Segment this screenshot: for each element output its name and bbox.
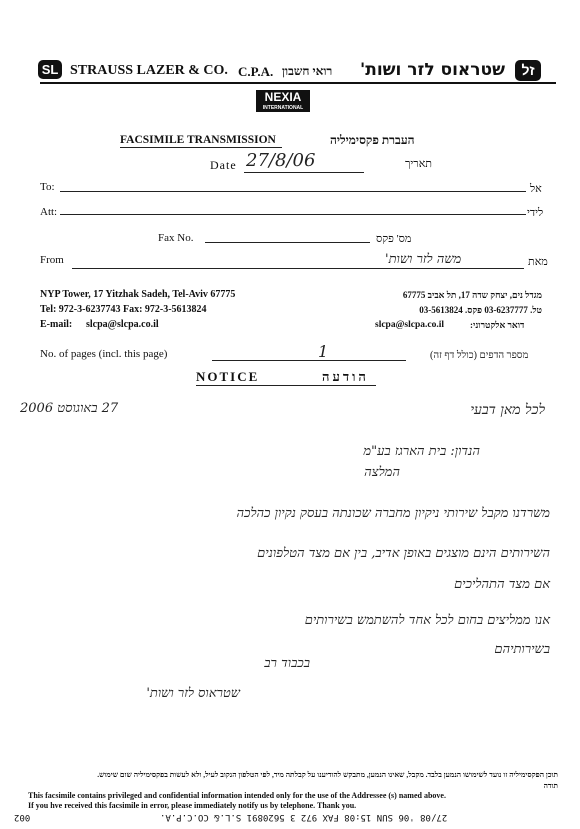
title-en: FACSIMILE TRANSMISSION <box>120 134 276 146</box>
firm-logo-left: SL <box>38 60 62 79</box>
footer-disclaimer-en-2: If you hve received this facsimile in error, please immediately notify us by telephone. Thank you. <box>28 801 357 810</box>
msg-subject2: המלצה <box>364 465 400 480</box>
msg-date-line: 27 באוגוסט 2006 <box>20 401 119 416</box>
address-he-line1: מגדל נים, יצחק שדה 17, תל אביב 67775 <box>402 290 542 300</box>
footer-disclaimer-en-1: This facsimile contains privileged and confidential information intended only for the use of the Addressee (s) named above. <box>28 791 446 800</box>
footer-thanks-he: תודה <box>543 781 558 790</box>
date-line <box>244 172 364 173</box>
msg-line2: השירותים הינם מוצגים באופן אדיב, בין אם מצד הטלפונים <box>257 546 550 561</box>
title-underline <box>120 147 282 148</box>
notice-en: NOTICE <box>196 369 260 384</box>
att-label: Att: <box>40 206 58 218</box>
to-label: To: <box>40 181 55 193</box>
notice-underline <box>196 385 376 386</box>
msg-line1: משרדנו מקבל שירותי ניקיון מחברה שכונתה בעסק נקיון כהלכה <box>236 506 550 521</box>
date-value: 27/8/06 <box>246 150 316 171</box>
nexia-logo-sub: INTERNATIONAL <box>262 105 304 111</box>
att-line[interactable] <box>60 214 526 215</box>
pages-value: 1 <box>318 342 329 361</box>
footer-disclaimer-he: תוכן הפקסימיליה זו נועד לשימושו הנמען בלבד. מקבל, שאינו הנמען, מתבקש להודיענו על קבלתה מיד, לפי הטלפון הנקוב לעיל, ולא לעשות בפקסימיליה שום שימוש. <box>97 770 558 779</box>
email-he: slcpa@slcpa.co.il <box>375 320 445 330</box>
fax-transmission-header: 27/08 '06 SUN 15:08 FAX 972 3 5620891 S.L.& CO.C.P.A. <box>160 812 448 822</box>
email-label-en: E-mail: <box>40 319 73 330</box>
address-he-line2: טל. 03-6237777 פקס. 03-5613824 <box>419 305 542 315</box>
msg-subject: הנדון: בית הארגז בע"מ <box>363 444 480 459</box>
date-label-he: תאריך <box>405 158 433 170</box>
msg-signature: שטראוס לזר ושות' <box>146 686 240 701</box>
fax-label: Fax No. <box>158 232 194 244</box>
header-divider <box>40 82 556 84</box>
address-en-line2: Tel: 972-3-6237743 Fax: 972-3-5613824 <box>40 304 207 315</box>
email-label-he: דואר אלקטרוני: <box>470 320 525 330</box>
pages-label: No. of pages (incl. this page) <box>40 348 168 360</box>
to-line[interactable] <box>60 191 526 192</box>
notice-he: הודעה <box>322 369 369 384</box>
msg-line3: אם מצד התהליכים <box>454 577 550 592</box>
from-line[interactable] <box>72 268 524 269</box>
att-label-he: לידי <box>527 207 544 219</box>
from-value: משה לזר ושות' <box>385 252 462 267</box>
fax-label-he: מס' פקס <box>376 233 412 245</box>
firm-name-en: STRAUSS LAZER & CO. <box>70 63 228 78</box>
pages-line[interactable] <box>212 360 406 361</box>
fax-line[interactable] <box>205 242 370 243</box>
firm-cpa-en: C.P.A. <box>238 64 274 79</box>
email-en: slcpa@slcpa.co.il <box>86 319 159 330</box>
firm-cpa-he: רואי חשבון <box>282 64 333 78</box>
nexia-logo <box>256 90 310 112</box>
to-label-he: אל <box>530 183 542 195</box>
pages-label-he: מספר הדפים (כולל דף זה) <box>430 350 529 361</box>
title-he: העברת פקסימיליה <box>330 133 415 147</box>
msg-line4: אנו ממליצים בחום לכל אחד להשתמש בשירותים <box>304 613 550 628</box>
fax-page-code: 002 <box>14 812 31 822</box>
from-label-he: מאת <box>528 256 548 268</box>
from-label: From <box>40 254 64 266</box>
date-label: Date <box>210 158 237 172</box>
msg-line5: בשירותיהם <box>494 642 550 657</box>
msg-closing: בכבוד רב <box>264 656 310 671</box>
firm-logo-right: זל <box>515 60 541 81</box>
nexia-logo-text: NEXIA <box>264 90 302 104</box>
address-en-line1: NYP Tower, 17 Yitzhak Sadeh, Tel-Aviv 67775 <box>40 289 236 300</box>
msg-greeting: לכל מאן דבעי <box>470 402 545 418</box>
firm-name-he: שטראוס לזר ושות' <box>360 60 505 80</box>
